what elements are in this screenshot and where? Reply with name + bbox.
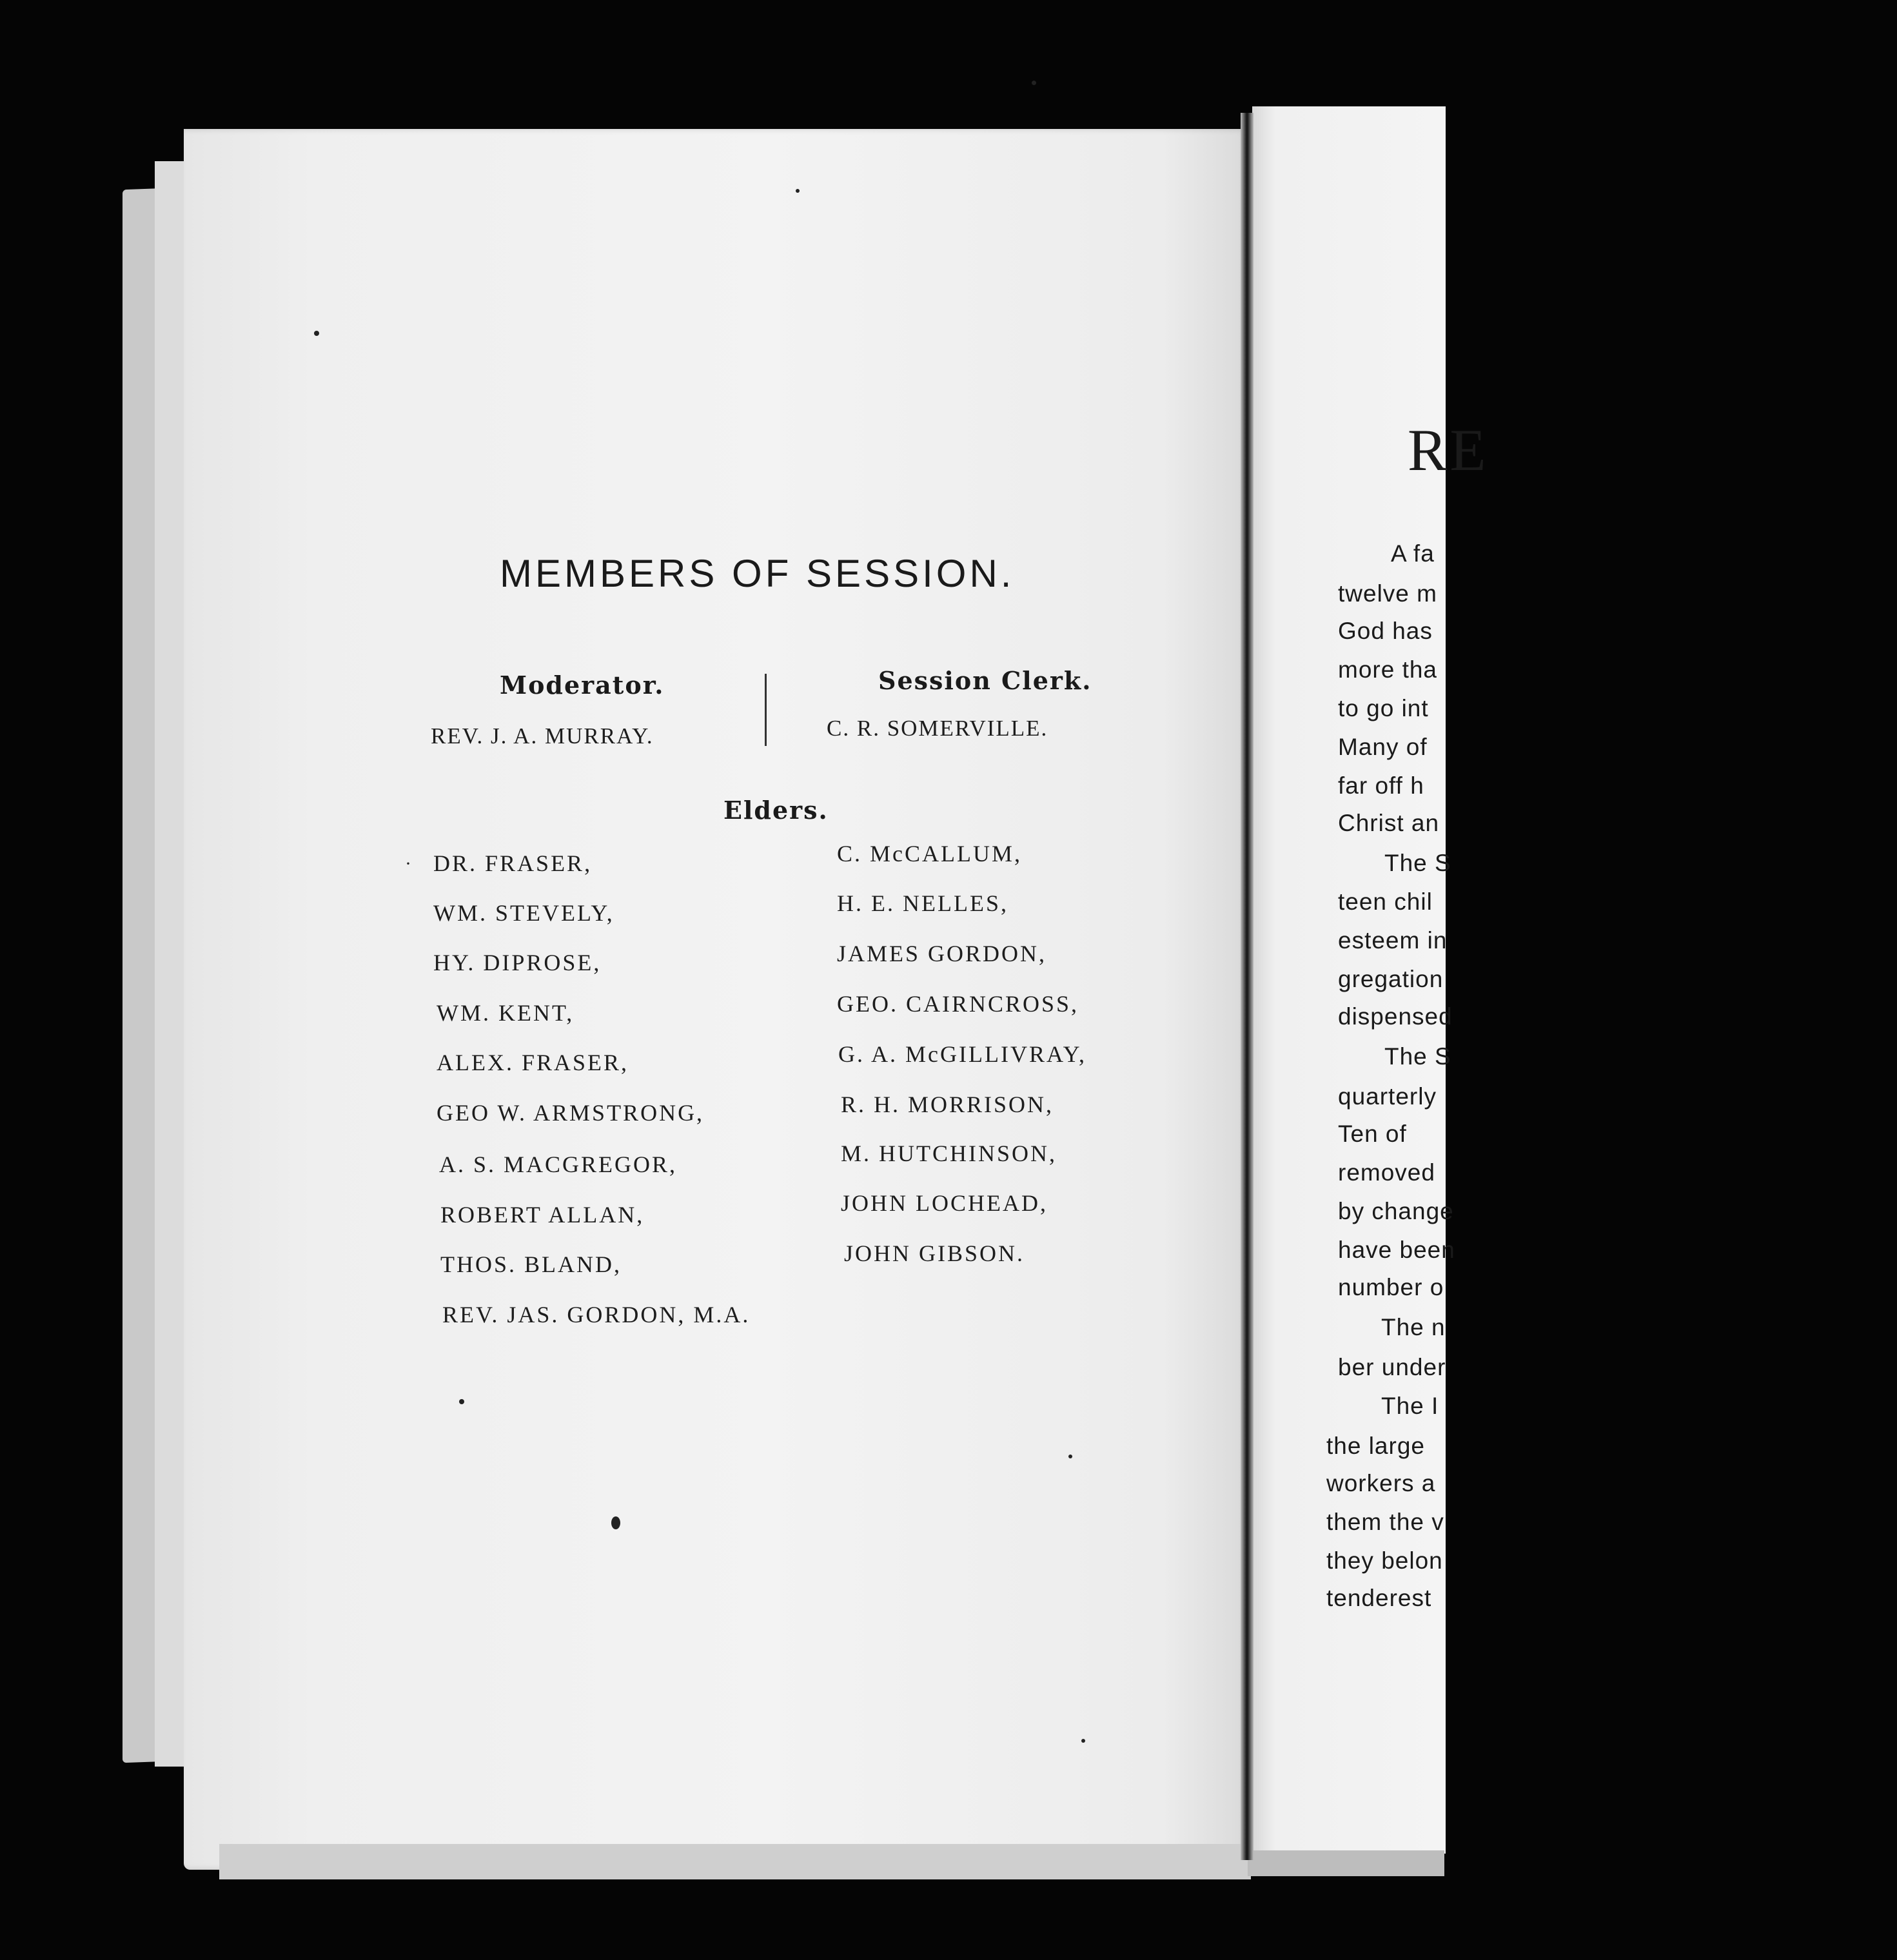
elder-name: GEO. CAIRNCROSS, xyxy=(837,991,1079,1017)
elders-heading: Elders. xyxy=(723,796,829,825)
text-line: to go int xyxy=(1338,695,1429,721)
text-line: the large xyxy=(1326,1433,1425,1459)
text-line: workers a xyxy=(1326,1470,1436,1496)
text-line: by change xyxy=(1338,1198,1454,1224)
text-line: more tha xyxy=(1338,656,1438,683)
page-bottom-edge xyxy=(219,1844,1251,1879)
text-line: dispensed xyxy=(1338,1003,1453,1030)
moderator-name: REV. J. A. MURRAY. xyxy=(431,723,654,749)
text-line: teen chil xyxy=(1338,888,1433,915)
text-line: removed xyxy=(1338,1159,1435,1186)
text-line: The n xyxy=(1381,1314,1446,1340)
bullet-mark: · xyxy=(405,853,411,874)
elder-name: ROBERT ALLAN, xyxy=(440,1202,645,1228)
elder-name: JOHN LOCHEAD, xyxy=(841,1190,1048,1216)
text-line: far off h xyxy=(1338,772,1424,799)
elder-name: JOHN GIBSON. xyxy=(844,1240,1025,1266)
text-line: number o xyxy=(1338,1274,1444,1300)
text-line: A fa xyxy=(1391,540,1435,567)
text-line: tenderest xyxy=(1326,1585,1432,1611)
text-line: twelve m xyxy=(1338,580,1437,607)
session-clerk-name: C. R. SOMERVILLE. xyxy=(827,716,1048,741)
page-bottom-edge xyxy=(1248,1850,1444,1876)
elder-name: THOS. BLAND, xyxy=(440,1251,622,1277)
moderator-heading: Moderator. xyxy=(500,671,665,700)
text-line: gregation xyxy=(1338,966,1444,992)
paper-speck xyxy=(314,331,319,336)
text-line: The I xyxy=(1381,1393,1439,1419)
paper-speck xyxy=(1032,81,1036,85)
paper-speck xyxy=(1081,1739,1085,1743)
paper-speck xyxy=(796,189,800,193)
text-line: them the v xyxy=(1326,1509,1444,1535)
elder-name: H. E. NELLES, xyxy=(837,890,1008,916)
elder-name: A. S. MACGREGOR, xyxy=(439,1152,678,1177)
elder-name: REV. JAS. GORDON, M.A. xyxy=(442,1302,751,1328)
elder-name: ALEX. FRASER, xyxy=(437,1050,629,1075)
text-line: God has xyxy=(1338,618,1433,644)
elder-name: WM. STEVELY, xyxy=(433,900,614,926)
text-line: they belon xyxy=(1326,1547,1443,1574)
text-line: Christ an xyxy=(1338,810,1440,836)
book-gutter xyxy=(1241,113,1253,1860)
elder-name: WM. KENT, xyxy=(437,1000,575,1026)
elder-name: R. H. MORRISON, xyxy=(841,1092,1054,1117)
elder-name: G. A. McGILLIVRAY, xyxy=(838,1041,1087,1067)
text-line: The S xyxy=(1384,850,1451,876)
column-divider xyxy=(765,674,767,746)
right-page-heading: RE xyxy=(1408,417,1489,483)
elder-name: JAMES GORDON, xyxy=(837,941,1047,966)
elder-name: M. HUTCHINSON, xyxy=(841,1141,1057,1166)
paper-speck xyxy=(459,1399,464,1404)
elder-name: GEO W. ARMSTRONG, xyxy=(437,1100,705,1126)
page-title: MEMBERS OF SESSION. xyxy=(500,552,1015,595)
elder-name: C. McCALLUM, xyxy=(837,841,1022,867)
text-line: esteem in xyxy=(1338,927,1448,954)
elder-name: HY. DIPROSE, xyxy=(433,950,602,975)
text-line: have been xyxy=(1338,1237,1455,1263)
session-clerk-heading: Session Clerk. xyxy=(878,666,1092,695)
text-line: quarterly xyxy=(1338,1083,1437,1110)
paper-speck xyxy=(611,1516,620,1529)
paper-speck xyxy=(1068,1455,1072,1458)
text-line: The S xyxy=(1384,1043,1451,1070)
left-page xyxy=(184,129,1248,1870)
elder-name: DR. FRASER, xyxy=(433,850,593,876)
text-line: Many of xyxy=(1338,734,1428,760)
text-line: ber under xyxy=(1338,1354,1446,1380)
right-page-text-region xyxy=(1252,106,1489,1854)
text-line: Ten of xyxy=(1338,1121,1407,1147)
